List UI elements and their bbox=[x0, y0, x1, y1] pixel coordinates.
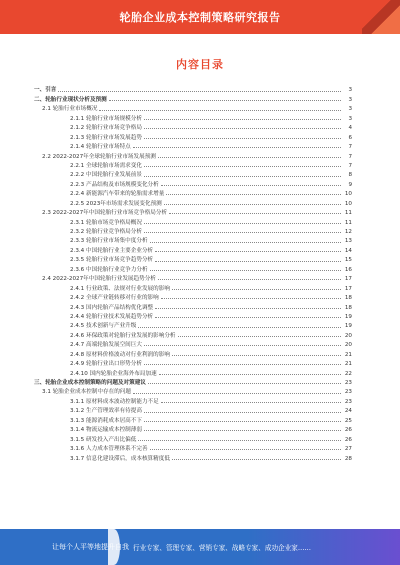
toc-leader-dots bbox=[144, 232, 341, 233]
toc-entry-label: 2.3.1 轮胎市场竞争格局概况 bbox=[70, 219, 142, 226]
toc-leader-dots bbox=[155, 251, 341, 252]
toc-leader-dots bbox=[99, 110, 341, 111]
toc-entry-label: 3.1.1 原材料成本波动控制能力不足 bbox=[70, 398, 159, 405]
toc-leader-dots bbox=[155, 308, 341, 309]
toc-leader-dots bbox=[155, 317, 341, 318]
toc-leader-dots bbox=[178, 336, 341, 337]
toc-entry-label: 2.3.2 轮胎行业竞争格局分析 bbox=[70, 229, 142, 235]
toc-entry-page: 16 bbox=[344, 266, 352, 273]
toc-leader-dots bbox=[172, 355, 341, 356]
toc-entry-page: 22 bbox=[344, 370, 352, 377]
toc-entry[interactable] bbox=[70, 301, 352, 310]
toc-entry-label: 2.3.3 轮胎行业市场集中度分析 bbox=[70, 238, 148, 245]
toc-entry-label: 2.3.4 中国轮胎行业主要企业分析 bbox=[70, 247, 154, 254]
toc-leader-dots bbox=[159, 374, 341, 375]
toc-entry-label: 2.3.6 中国轮胎行业竞争力分析 bbox=[70, 266, 148, 273]
toc-entry-page: 10 bbox=[344, 200, 352, 207]
toc-entry-label: 3.1.3 能源消耗成本居高不下 bbox=[70, 417, 142, 424]
toc-entry-label: 2.1.4 轮胎行业市场特点 bbox=[70, 144, 131, 151]
toc-entry[interactable] bbox=[70, 282, 352, 291]
toc-entry[interactable] bbox=[70, 160, 352, 169]
toc-entry[interactable] bbox=[70, 358, 352, 367]
toc-leader-dots bbox=[109, 100, 341, 101]
toc-entry-page: 28 bbox=[344, 455, 352, 462]
toc-entry-label: 2.4.8 原材料价格波动对行业利润的影响 bbox=[70, 351, 170, 358]
toc-entry-label: 2.1.3 轮胎行业市场发展趋势 bbox=[70, 134, 142, 141]
toc-entry[interactable] bbox=[70, 235, 352, 244]
toc-entry[interactable] bbox=[70, 405, 352, 414]
toc-entry-page: 26 bbox=[344, 436, 352, 443]
toc-entry-label: 3.1.4 物流运输成本控制薄弱 bbox=[70, 427, 142, 434]
toc-entry-label: 2.4.9 轮胎行业出口形势分析 bbox=[70, 361, 142, 368]
toc-entry[interactable] bbox=[34, 93, 352, 102]
toc-leader-dots bbox=[161, 298, 341, 299]
document-title: 轮胎企业成本控制策略研究报告 bbox=[119, 11, 281, 24]
toc-leader-dots bbox=[150, 449, 341, 450]
toc-entry[interactable] bbox=[70, 112, 352, 121]
toc-entry[interactable] bbox=[34, 84, 352, 93]
toc-leader-dots bbox=[138, 327, 341, 328]
toc-entry-label: 2.2.4 新能源汽车带来的轮胎需求增量 bbox=[70, 191, 165, 198]
toc-entry-label: 2.4.1 行业政策、法规对行业发展的影响 bbox=[70, 285, 170, 292]
toc-leader-dots bbox=[155, 261, 341, 262]
toc-entry-label: 2.4.2 全球产业链转移对行业的影响 bbox=[70, 295, 159, 302]
toc-entry[interactable] bbox=[70, 339, 352, 348]
toc-entry-page: 15 bbox=[344, 257, 352, 264]
toc-entry-page: 4 bbox=[348, 125, 352, 132]
toc-entry-label: 3.1.2 生产管理效率有待提高 bbox=[70, 408, 142, 415]
toc-leader-dots bbox=[144, 412, 341, 413]
toc-entry-label: 2.4.4 轮胎行业技术发展趋势分析 bbox=[70, 313, 154, 320]
toc-leader-dots bbox=[150, 242, 341, 243]
toc-entry-page: 18 bbox=[344, 304, 352, 311]
toc-entry-page: 24 bbox=[344, 408, 352, 415]
toc-entry[interactable] bbox=[70, 216, 352, 225]
toc-leader-dots bbox=[161, 402, 341, 403]
toc-entry-page: 10 bbox=[344, 191, 352, 198]
toc-entry-label: 二、轮胎行业现状分析及预测 bbox=[34, 96, 107, 103]
footer-slogan: 让每个人平等地提升自我 bbox=[52, 543, 129, 551]
toc-entry-page: 21 bbox=[344, 361, 352, 368]
toc-leader-dots bbox=[172, 459, 341, 460]
toc-entry[interactable] bbox=[70, 292, 352, 301]
toc-entry-label: 2.3 2022-2027年中国轮胎行业市场竞争格局分析 bbox=[42, 210, 168, 217]
toc-title: 内容目录 bbox=[176, 58, 224, 71]
toc-leader-dots bbox=[150, 270, 341, 271]
toc-entry[interactable] bbox=[70, 244, 352, 253]
toc-entry-page: 7 bbox=[348, 162, 352, 169]
toc-leader-dots bbox=[144, 421, 341, 422]
toc-entry-page: 20 bbox=[344, 342, 352, 349]
toc-entry-page: 11 bbox=[344, 210, 352, 217]
toc-entry-page: 21 bbox=[344, 351, 352, 358]
toc-entry-page: 25 bbox=[344, 417, 352, 424]
toc-entry[interactable] bbox=[42, 150, 352, 159]
toc-entry-label: 3.1.7 信息化建设滞后，成本核算精度低 bbox=[70, 455, 170, 462]
toc-entry-page: 9 bbox=[348, 181, 352, 188]
toc-entry-label: 2.2.3 产品结构及市场规模变化分析 bbox=[70, 181, 159, 188]
toc-entry-label: 2.4.6 环保政策对轮胎行业发展的影响分析 bbox=[70, 332, 176, 339]
toc-leader-dots bbox=[144, 345, 341, 346]
toc-entry[interactable] bbox=[70, 169, 352, 178]
toc-entry[interactable] bbox=[70, 311, 352, 320]
toc-entry[interactable] bbox=[70, 263, 352, 272]
toc-entry[interactable] bbox=[70, 320, 352, 329]
toc-entry-label: 3.1.5 研发投入产出比偏低 bbox=[70, 436, 137, 443]
toc-leader-dots bbox=[166, 194, 341, 195]
toc-entry[interactable] bbox=[42, 273, 352, 282]
toc-entry-label: 3.1.6 人力成本管理体系不完善 bbox=[70, 446, 148, 453]
toc-entry-page: 3 bbox=[348, 96, 352, 103]
toc-entry[interactable] bbox=[70, 443, 352, 452]
toc-leader-dots bbox=[58, 91, 341, 92]
toc-entry[interactable] bbox=[70, 424, 352, 433]
toc-entry-page: 12 bbox=[344, 229, 352, 235]
header-bar bbox=[0, 0, 400, 34]
toc-leader-dots bbox=[144, 128, 341, 129]
toc-leader-dots bbox=[169, 213, 341, 214]
toc-leader-dots bbox=[133, 393, 341, 394]
toc-entry-label: 2.4.7 高端轮胎发展空间巨大 bbox=[70, 342, 142, 349]
toc-entry-label: 2.3.5 轮胎行业市场竞争趋势分析 bbox=[70, 257, 154, 264]
toc-leader-dots bbox=[158, 279, 341, 280]
header-decoration bbox=[362, 0, 400, 34]
toc-entry-page: 26 bbox=[344, 427, 352, 434]
toc-leader-dots bbox=[144, 119, 341, 120]
toc-entry[interactable] bbox=[70, 122, 352, 131]
footer-bar bbox=[0, 529, 400, 565]
toc-entry-label: 2.1 轮胎行业市场概况 bbox=[42, 106, 98, 113]
toc-leader-dots bbox=[144, 223, 341, 224]
toc-leader-dots bbox=[138, 440, 341, 441]
toc-entry-page: 17 bbox=[344, 276, 352, 283]
toc-entry[interactable] bbox=[70, 131, 352, 140]
toc-entry[interactable] bbox=[42, 103, 352, 112]
toc-entry[interactable] bbox=[70, 395, 352, 404]
toc-entry-label: 2.2 2022-2027年全球轮胎行业市场发展预测 bbox=[42, 153, 156, 160]
toc-leader-dots bbox=[148, 383, 341, 384]
toc-entry[interactable] bbox=[70, 254, 352, 263]
toc-leader-dots bbox=[144, 176, 341, 177]
toc-entry-page: 19 bbox=[344, 313, 352, 320]
toc-entry[interactable] bbox=[70, 452, 352, 461]
toc-entry-label: 2.1.2 轮胎行业市场竞争格局 bbox=[70, 125, 142, 132]
toc-leader-dots bbox=[144, 166, 341, 167]
toc-leader-dots bbox=[133, 147, 341, 148]
toc-entry-label: 2.2.2 中国轮胎行业发展前景 bbox=[70, 172, 142, 179]
toc-entry-page: 18 bbox=[344, 295, 352, 302]
toc-entry[interactable] bbox=[34, 377, 352, 386]
toc-entry-label: 2.4.5 技术创新与产业升级 bbox=[70, 323, 137, 330]
toc-leader-dots bbox=[161, 185, 341, 186]
toc-entry-page: 11 bbox=[344, 219, 352, 226]
toc-entry-label: 三、轮胎企业成本控制策略的问题及对策建议 bbox=[34, 380, 146, 386]
toc-entry-page: 7 bbox=[348, 153, 352, 160]
toc-entry-page: 3 bbox=[348, 115, 352, 122]
toc-entry[interactable] bbox=[70, 188, 352, 197]
toc-entry-page: 3 bbox=[348, 106, 352, 113]
toc-entry-page: 20 bbox=[344, 332, 352, 339]
toc-entry-page: 6 bbox=[348, 134, 352, 141]
toc-entry-page: 19 bbox=[344, 323, 352, 330]
toc-entry[interactable] bbox=[70, 348, 352, 357]
toc-entry-label: 2.2.1 全球轮胎市场需求变化 bbox=[70, 162, 142, 169]
toc-entry-label: 2.4 2022-2027年中国轮胎行业发展趋势分析 bbox=[42, 276, 156, 283]
toc-entry[interactable] bbox=[70, 178, 352, 187]
toc-entry[interactable] bbox=[70, 197, 352, 206]
toc-leader-dots bbox=[144, 364, 341, 365]
toc-entry[interactable] bbox=[70, 367, 352, 376]
toc-leader-dots bbox=[172, 289, 341, 290]
toc-entry-page: 8 bbox=[348, 172, 352, 179]
toc-entry-label: 3.1 轮胎企业成本控制中存在的问题 bbox=[42, 389, 131, 396]
toc-entry[interactable] bbox=[70, 414, 352, 423]
toc-entry[interactable] bbox=[70, 329, 352, 338]
toc-entry-page: 17 bbox=[344, 285, 352, 292]
toc-entry-page: 23 bbox=[344, 389, 352, 396]
toc-leader-dots bbox=[144, 138, 341, 139]
toc-leader-dots bbox=[164, 204, 341, 205]
toc-entry-label: 2.4.3 国内轮胎产品结构优化调整 bbox=[70, 304, 154, 311]
toc-entry-page: 27 bbox=[344, 446, 352, 453]
toc-entry-page: 7 bbox=[348, 144, 352, 151]
toc-entry[interactable] bbox=[70, 141, 352, 150]
footer-experts: 行业专家、管理专家、营销专家、战略专家、成功企业家…… bbox=[133, 544, 312, 552]
toc-entry-page: 13 bbox=[344, 238, 352, 245]
toc-entry[interactable] bbox=[70, 433, 352, 442]
table-of-contents bbox=[34, 84, 352, 516]
toc-leader-dots bbox=[144, 430, 341, 431]
toc-entry-label: 2.2.5 2023年市场需求发展变化预测 bbox=[70, 200, 162, 207]
toc-entry[interactable] bbox=[70, 226, 352, 235]
toc-leader-dots bbox=[158, 157, 341, 158]
toc-entry-label: 2.1.1 轮胎行业市场规模分析 bbox=[70, 115, 142, 122]
toc-entry-label: 一、引言 bbox=[34, 87, 57, 94]
toc-entry[interactable] bbox=[42, 207, 352, 216]
toc-entry-page: 14 bbox=[344, 247, 352, 254]
toc-entry-page: 23 bbox=[344, 398, 352, 405]
toc-entry[interactable] bbox=[42, 386, 352, 395]
toc-entry-page: 3 bbox=[348, 87, 352, 94]
toc-entry-label: 2.4.10 国内轮胎企业海外布局加速 bbox=[70, 370, 157, 377]
toc-entry-page: 23 bbox=[344, 380, 352, 386]
